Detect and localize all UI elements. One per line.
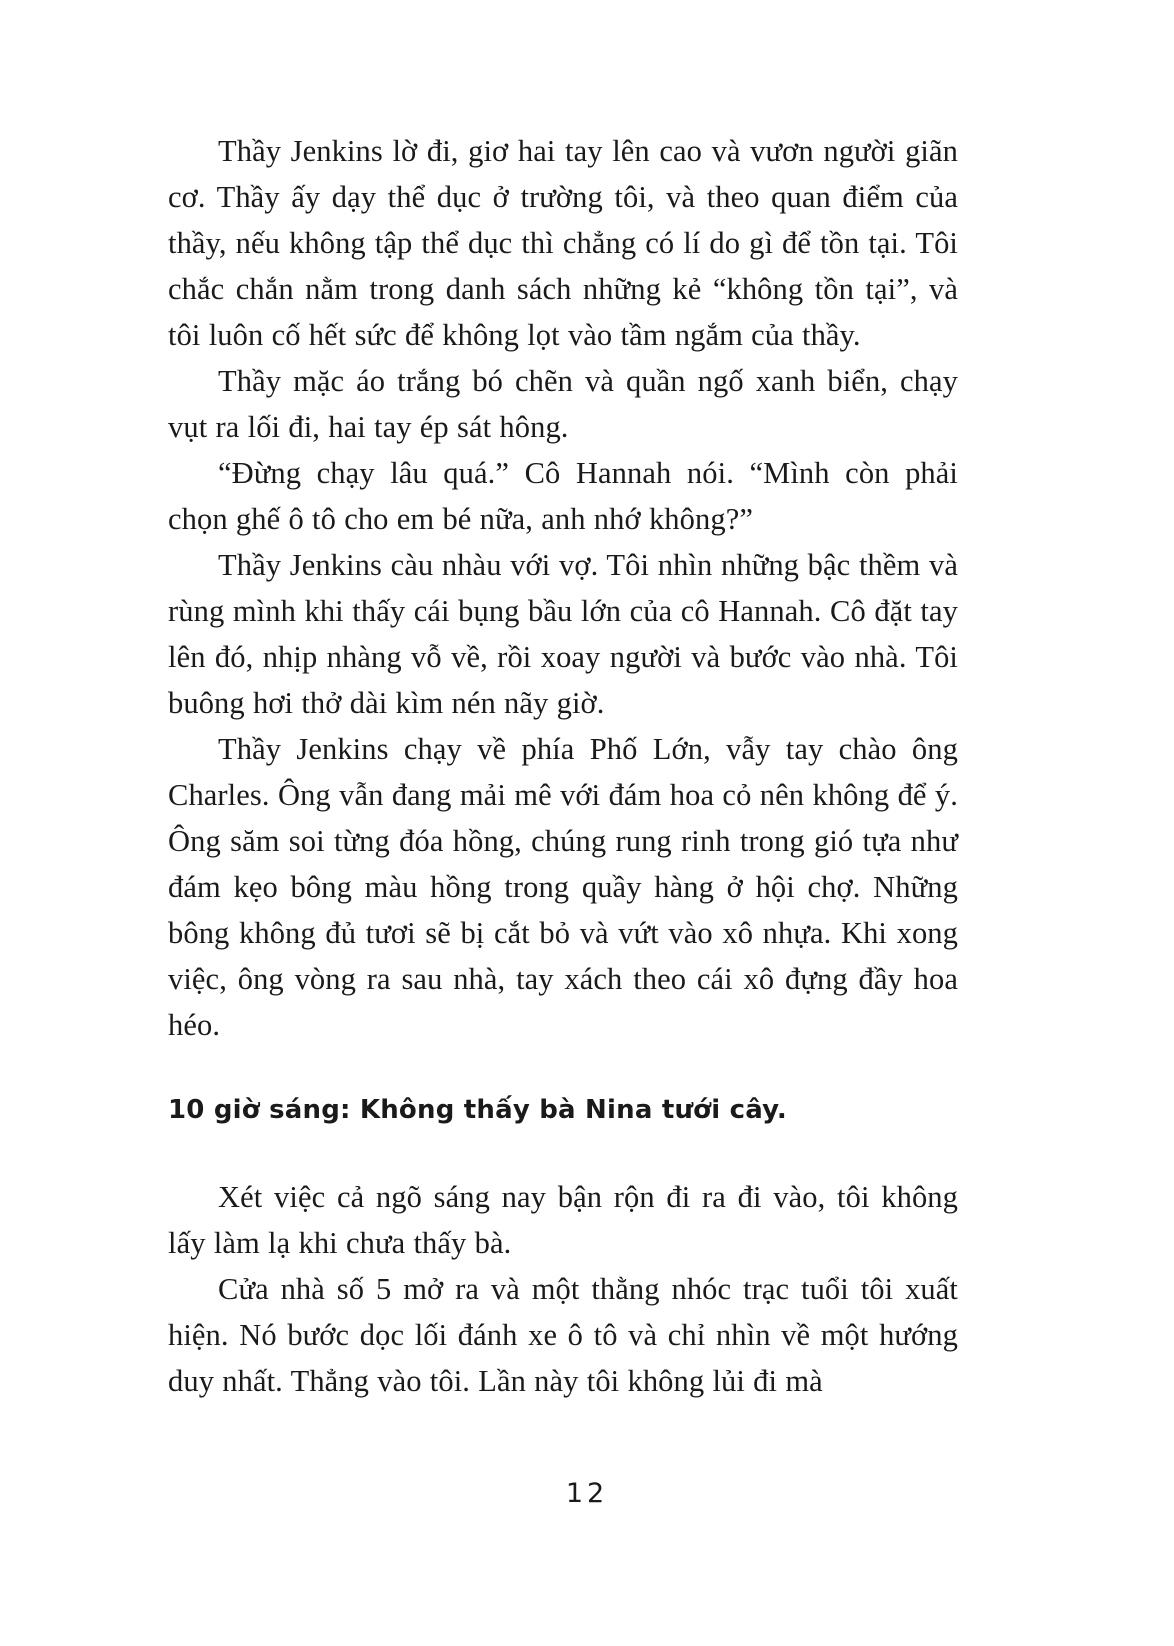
spacer — [168, 1130, 958, 1174]
body-paragraph: Thầy Jenkins càu nhàu với vợ. Tôi nhìn những bậc thềm và rùng mình khi thấy cái bụng bầu lớn của cô Hannah. Cô đặt tay lên đó, nhịp nhàng vỗ về, rồi xoay người và bước vào nhà. Tôi buông hơi thở dài kìm nén nãy giờ. — [168, 548, 958, 720]
page-number: 12 — [565, 1478, 609, 1509]
page-text-column — [168, 128, 958, 1404]
body-paragraph: Thầy Jenkins lờ đi, giơ hai tay lên cao và vươn người giãn cơ. Thầy ấy dạy thể dục ở trường tôi, và theo quan điểm của thầy, nếu không tập thể dục thì chẳng có lí do gì để tồn tại. Tôi chắc chắn nằm trong danh sách những kẻ “không tồn tại”, và tôi luôn cố hết sức để không lọt vào tầm ngắm của thầy. — [168, 134, 958, 352]
body-paragraph: Xét việc cả ngõ sáng nay bận rộn đi ra đi vào, tôi không lấy làm lạ khi chưa thấy bà. — [168, 1180, 958, 1260]
section-heading: 10 giờ sáng: Không thấy bà Nina tưới cây. — [168, 1095, 787, 1125]
body-paragraph: Cửa nhà số 5 mở ra và một thằng nhóc trạc tuổi tôi xuất hiện. Nó bước dọc lối đánh xe ô tô và chỉ nhìn về một hướng duy nhất. Thẳng vào tôi. Lần này tôi không lủi đi mà — [168, 1272, 958, 1398]
body-paragraph: Thầy mặc áo trắng bó chẽn và quần ngố xanh biển, chạy vụt ra lối đi, hai tay ép sát hông. — [168, 364, 958, 444]
body-paragraph: “Đừng chạy lâu quá.” Cô Hannah nói. “Mình còn phải chọn ghế ô tô cho em bé nữa, anh nhớ không?” — [168, 456, 958, 536]
spacer — [168, 1048, 958, 1090]
body-paragraph: Thầy Jenkins chạy về phía Phố Lớn, vẫy tay chào ông Charles. Ông vẫn đang mải mê với đám hoa cỏ nên không để ý. Ông săm soi từng đóa hồng, chúng rung rinh trong gió tựa như đám kẹo bông màu hồng trong quầy hàng ở hội chợ. Những bông không đủ tươi sẽ bị cắt bỏ và vứt vào xô nhựa. Khi xong việc, ông vòng ra sau nhà, tay xách theo cái xô đựng đầy hoa héo. — [168, 732, 958, 1042]
